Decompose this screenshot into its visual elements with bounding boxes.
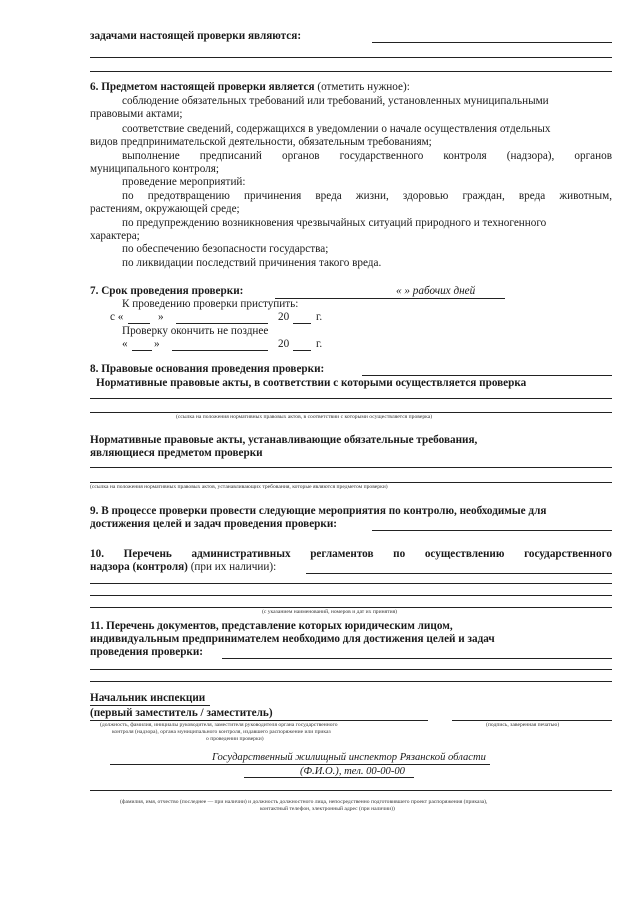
s9-blank-line [372,530,612,531]
npa-note: (ссылка на положения нормативных правовых актов, в соответствии с которыми осуществляется проверка) [176,414,433,420]
section-11-line-2: индивидуальным предпринимателем необходимо для достижения целей и задач [90,633,495,645]
s6-item-3-line-b: муниципального контроля; [90,163,219,175]
s6-item-5-line-a: по предотвращению причинения вреда жизни, здоровью граждан, вреда животным, [122,190,612,202]
start-month-blank [176,323,268,324]
s6-item-1-line-a: соблюдение обязательных требований или требований, установленных муниципальными [122,95,549,107]
s10-blank-line-3 [90,595,612,596]
inspector-phone: (Ф.И.О.), тел. 00-00-00 [300,766,405,777]
npa-title: Нормативные правовые акты, в соответствии с которыми осуществляется проверка [96,377,527,389]
s6-item-8: по ликвидации последствий причинения такого вреда. [122,257,382,269]
req-blank-line-2 [90,482,612,483]
intro-blank-line-2 [90,57,612,58]
req-blank-line [90,467,612,468]
footer-line [90,790,612,791]
start-year-blank [293,323,311,324]
npa-blank-line-2 [90,412,612,413]
s10-note: (с указанием наименований, номеров и дат их принятия) [262,609,398,615]
s6-item-6-line-b: характера; [90,230,140,242]
section-10-line-2-rest: (при их наличии): [190,561,277,573]
req-title-line-1: Нормативные правовые акты, устанавливающие обязательные требования, [90,434,478,446]
signer-position-1: Начальник инспекции [90,692,206,704]
s6-item-3-line-a: выполнение предписаний органов государственного контроля (надзора), органов [122,150,612,162]
start-day-blank [128,323,150,324]
s11-blank-line [222,658,612,659]
inspector-title: Государственный жилищный инспектор Рязанской области [212,752,486,763]
req-note: (ссылка на положения нормативных правовых актов, устанавливающих требования, которые являются предметом проверки) [90,484,388,490]
s11-blank-line-2 [90,669,612,670]
footer-note-1: (фамилия, имя, отчество (последнее — при наличии) и должность должностного лица, непосредственно подготовившего проект распоряжения (приказа), [120,799,488,805]
signer-note-2: контроля (надзора), органа муниципального контроля, издавшего распоряжение или приказ [112,729,331,735]
section-6-title-note: (отметить нужное): [317,81,410,93]
intro-line: задачами настоящей проверки являются: [90,30,302,42]
section-7-title: 7. Срок проведения проверки: [90,285,244,297]
end-year-blank [293,350,311,351]
start-date-close: » [158,311,164,323]
inspection-term: « » рабочих дней [396,285,476,297]
section-10-line-2-bold: надзора (контроля) [90,561,188,573]
intro-blank-line-3 [90,71,612,72]
intro-blank-line [372,42,612,43]
signer-note-1: (должность, фамилия, инициалы руководителя, заместителя руководителя органа государственного [100,722,338,728]
req-title-line-2: являющиеся предметом проверки [90,447,263,459]
end-year-prefix: 20 [278,338,290,350]
start-label: К проведению проверки приступить: [122,298,299,310]
s6-item-6-line-a: по предупреждению возникновения чрезвычайных ситуаций природного и техногенного [122,217,547,229]
section-10-line-1: 10. Перечень административных регламентов по осуществлению государственного [90,548,612,560]
section-9-line-1: 9. В процессе проверки провести следующие мероприятия по контролю, необходимые для [90,505,547,517]
end-year-suffix: г. [316,338,323,350]
npa-blank-line [90,398,612,399]
term-blank-line [275,298,505,299]
s10-blank-line [306,573,612,574]
end-date-open: « [122,338,128,350]
footer-note-2: контактный телефон, электронный адрес (при наличии)) [260,806,395,812]
signer-underline-1 [90,705,210,706]
signer-note-3: о проведении проверки) [206,736,264,742]
signer-position-2: (первый заместитель / заместитель) [90,707,273,719]
section-6-title: 6. Предметом настоящей проверки является [90,81,315,93]
start-year-suffix: г. [316,311,323,323]
signature-note: (подпись, заверенная печатью) [486,722,560,728]
section-11-line-1: 11. Перечень документов, представление которых юридическим лицом, [90,620,453,632]
phone-underline [244,777,414,778]
s6-item-7: по обеспечению безопасности государства; [122,243,329,255]
end-day-blank [132,350,152,351]
signer-signature-line [452,720,612,721]
end-month-blank [172,350,268,351]
signer-name-line [90,720,428,721]
section-8-title: 8. Правовые основания проведения проверки: [90,363,325,375]
section-6-heading [90,81,410,94]
start-year-prefix: 20 [278,311,290,323]
s10-blank-line-2 [90,583,612,584]
section-9-line-2: достижения целей и задач проведения проверки: [90,518,338,530]
end-date-close: » [154,338,160,350]
s11-blank-line-3 [90,681,612,682]
s8-blank-line [362,375,612,376]
s6-item-4: проведение мероприятий: [122,176,246,188]
s6-item-2-line-b: видов предпринимательской деятельности, обязательным требованиям; [90,136,432,148]
s6-item-2-line-a: соответствие сведений, содержащихся в уведомлении о начале осуществления отдельных [122,123,551,135]
section-10-line-2 [90,561,276,574]
s10-blank-line-4 [90,607,612,608]
section-11-line-3: проведения проверки: [90,646,204,658]
end-label: Проверку окончить не позднее [122,325,269,337]
s6-item-5-line-b: растениям, окружающей среде; [90,203,240,215]
s6-item-1-line-b: правовыми актами; [90,108,183,120]
start-date-open: с « [110,311,124,323]
